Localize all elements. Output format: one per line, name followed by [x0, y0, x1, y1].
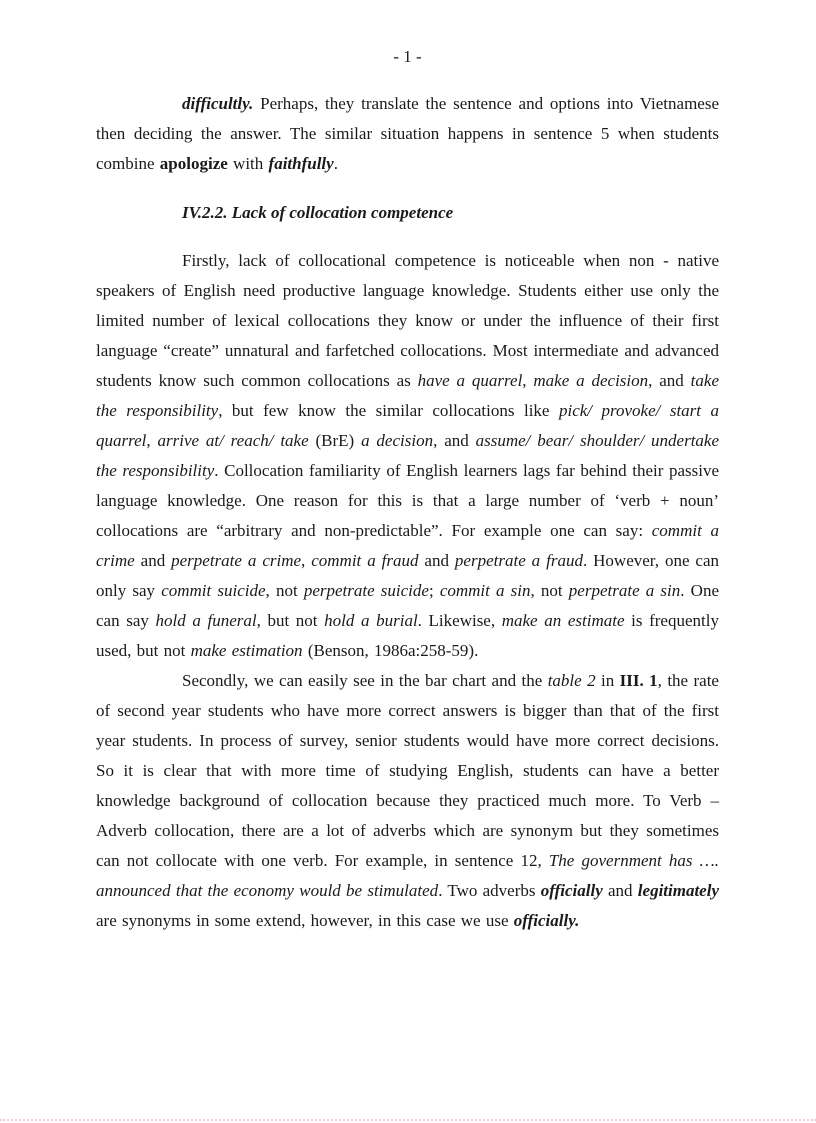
- text-run: III. 1: [619, 671, 658, 690]
- text-run: , the rate of second year students who have more correct answers is bigger than that of the first year students. In process of survey, senior students would have more correct decisions. So it is clear that with more time of studying English, students can have a better knowledge background of collocation because they practiced much more. To Verb – Adverb collocation, there are a lot of adverbs which are synonym but they sometimes can not collocate with one verb. For example, in sentence 12,: [96, 671, 719, 870]
- text-run: ,: [522, 371, 534, 390]
- text-run: perpetrate a fraud: [454, 551, 583, 570]
- text-run: pick/ provoke/ start a quarrel: [96, 401, 719, 450]
- text-run: arrive at/ reach/ take: [157, 431, 309, 450]
- text-run: ,: [301, 551, 312, 570]
- paragraph-difficultly: [96, 89, 719, 179]
- text-run: Secondly, we can easily see in the bar chart and the: [182, 671, 548, 690]
- text-run: . Collocation familiarity of English learners lags far behind their passive language knowledge. One reason for this is that a large number of ‘verb + noun’ collocations are “arbitrary and non-predictable”. For example one can say:: [96, 461, 719, 540]
- text-run: , but few know the similar collocations like: [218, 401, 559, 420]
- text-run: , not: [530, 581, 569, 600]
- text-run: table 2: [547, 671, 596, 690]
- text-run: commit a fraud: [311, 551, 419, 570]
- text-run: and: [602, 881, 638, 900]
- text-run: make a decision: [533, 371, 649, 390]
- text-run: . Likewise,: [417, 611, 502, 630]
- text-run: difficultly.: [182, 94, 254, 113]
- text-run: , but not: [256, 611, 325, 630]
- page-content: [96, 42, 719, 936]
- text-run: ,: [146, 431, 158, 450]
- text-run: commit suicide: [161, 581, 266, 600]
- page-number: - 1 -: [393, 47, 422, 66]
- text-run: Perhaps, they translate the sentence and options into Vietnamese then deciding the answer. The similar situation happens in sentence 5 when students combine: [96, 94, 719, 173]
- text-run: assume/ bear/ shoulder/ undertake the responsibility: [96, 431, 720, 480]
- text-run: legitimately: [637, 881, 719, 900]
- text-run: in: [595, 671, 620, 690]
- text-run: (BrE): [308, 431, 362, 450]
- text-run: take the responsibility: [96, 371, 719, 420]
- text-run: have a quarrel: [417, 371, 523, 390]
- text-run: .: [333, 154, 338, 173]
- text-run: , and: [648, 371, 691, 390]
- text-run: are synonyms in some extend, however, in this case we use: [96, 911, 514, 930]
- section-heading: IV.2.2. Lack of collocation competence: [182, 203, 454, 222]
- text-run: and: [418, 551, 455, 570]
- text-run: (Benson, 1986a:258-59).: [302, 641, 479, 660]
- paragraph-secondly: [96, 666, 719, 936]
- text-run: perpetrate a crime: [171, 551, 302, 570]
- text-run: officially: [540, 881, 603, 900]
- text-run: hold a burial: [324, 611, 418, 630]
- text-run: officially.: [513, 911, 580, 930]
- text-run: make estimation: [190, 641, 303, 660]
- text-run: commit a crime: [96, 521, 719, 570]
- text-run: make an estimate: [501, 611, 625, 630]
- footer-dotted-line: [0, 1119, 816, 1121]
- text-run: . However, one can only say: [96, 551, 720, 600]
- text-run: with: [227, 154, 269, 173]
- text-run: a decision: [361, 431, 434, 450]
- text-run: . Two adverbs: [438, 881, 541, 900]
- text-run: The government has …. announced that the economy would be stimulated: [96, 851, 719, 900]
- text-run: faithfully: [268, 154, 334, 173]
- text-run: is frequently used, but not: [96, 611, 719, 660]
- text-run: and: [134, 551, 172, 570]
- text-run: perpetrate a sin: [568, 581, 681, 600]
- text-run: ;: [428, 581, 440, 600]
- text-run: perpetrate suicide: [303, 581, 429, 600]
- text-run: hold a funeral: [155, 611, 257, 630]
- text-run: commit a sin: [439, 581, 531, 600]
- text-run: Firstly, lack of collocational competence is noticeable when non - native speakers of English need productive language knowledge. Students either use only the limited number of lexical collocations they know or under the influence of their first language “create” unnatural and farfetched collocations. Most intermediate and advanced students know such common collocations as: [96, 251, 719, 390]
- text-run: , and: [433, 431, 476, 450]
- text-run: , not: [265, 581, 304, 600]
- paragraph-firstly: [96, 246, 719, 666]
- text-run: apologize: [159, 154, 228, 173]
- text-run: . One can say: [96, 581, 719, 630]
